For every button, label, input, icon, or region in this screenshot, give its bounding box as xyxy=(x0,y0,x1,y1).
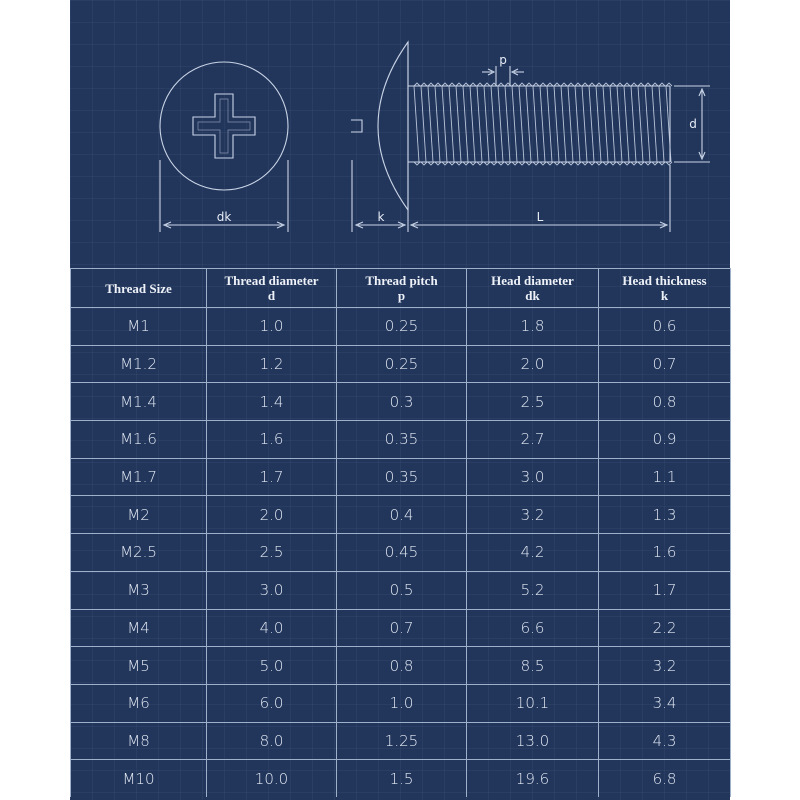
d-label: d xyxy=(689,117,697,131)
threaded-shank xyxy=(408,86,670,162)
table-row xyxy=(71,534,731,572)
head-diameter-cell: 2.5 xyxy=(467,383,599,421)
head-thickness-cell: 4.3 xyxy=(599,722,731,760)
thread-line xyxy=(568,86,573,162)
thread-line xyxy=(631,86,636,162)
k-label: k xyxy=(377,210,385,224)
thread-line xyxy=(505,86,510,162)
head-diameter-cell: 8.5 xyxy=(467,647,599,685)
header-head-diameter xyxy=(467,269,599,308)
thread-size-cell: M1.7 xyxy=(71,458,207,496)
table-row xyxy=(71,647,731,685)
thread-line xyxy=(442,86,447,162)
header-line1: Thread diameter xyxy=(224,273,319,288)
thread-size-cell: M1.2 xyxy=(71,345,207,383)
thread-size-cell: M3 xyxy=(71,571,207,609)
thread-line xyxy=(470,86,475,162)
thread-pitch-cell: 0.4 xyxy=(337,496,467,534)
table-row xyxy=(71,722,731,760)
head-diameter-cell: 1.8 xyxy=(467,308,599,346)
thread-line xyxy=(491,86,496,162)
thread-pitch-cell: 1.5 xyxy=(337,760,467,797)
thread-line xyxy=(561,86,566,162)
header-line1: Thread pitch xyxy=(365,273,438,288)
table-row xyxy=(71,308,731,346)
p-label: p xyxy=(499,53,507,67)
thread-size-cell: M6 xyxy=(71,684,207,722)
thread-size-cell: M10 xyxy=(71,760,207,797)
thread-diameter-cell: 6.0 xyxy=(207,684,337,722)
table-row xyxy=(71,458,731,496)
thread-diameter-cell: 10.0 xyxy=(207,760,337,797)
table-row xyxy=(71,760,731,797)
screw-diagram xyxy=(70,0,730,265)
thread-pitch-cell: 0.3 xyxy=(337,383,467,421)
thread-line xyxy=(547,86,552,162)
thread-diameter-cell: 2.0 xyxy=(207,496,337,534)
thread-pitch-cell: 0.25 xyxy=(337,308,467,346)
head-diameter-cell: 3.2 xyxy=(467,496,599,534)
thread-diameter-cell: 4.0 xyxy=(207,609,337,647)
head-thickness-cell: 1.1 xyxy=(599,458,731,496)
head-thickness-cell: 1.3 xyxy=(599,496,731,534)
head-thickness-cell: 0.9 xyxy=(599,421,731,459)
thread-line xyxy=(421,86,426,162)
head-thickness-cell: 1.7 xyxy=(599,571,731,609)
thread-line xyxy=(554,86,559,162)
head-diameter-cell: 6.6 xyxy=(467,609,599,647)
thread-pitch-cell: 0.35 xyxy=(337,458,467,496)
thread-line xyxy=(575,86,580,162)
thread-line xyxy=(540,86,545,162)
header-thread-pitch xyxy=(337,269,467,308)
header-line2: d xyxy=(267,288,276,303)
table-row xyxy=(71,571,731,609)
thread-diameter-cell: 1.6 xyxy=(207,421,337,459)
phillips-cross-icon xyxy=(193,94,255,158)
thread-pitch-cell: 1.25 xyxy=(337,722,467,760)
head-diameter-cell: 19.6 xyxy=(467,760,599,797)
thread-line xyxy=(463,86,468,162)
thread-diameter-cell: 1.4 xyxy=(207,383,337,421)
thread-size-cell: M1.6 xyxy=(71,421,207,459)
thread-pitch-cell: 0.5 xyxy=(337,571,467,609)
table-row xyxy=(71,684,731,722)
thread-line xyxy=(512,86,517,162)
header-line2: p xyxy=(397,288,406,303)
head-diameter-cell: 2.7 xyxy=(467,421,599,459)
thread-diameter-cell: 3.0 xyxy=(207,571,337,609)
thread-pitch-cell: 0.35 xyxy=(337,421,467,459)
thread-pitch-cell: 1.0 xyxy=(337,684,467,722)
thread-line xyxy=(498,86,503,162)
header-thread-size xyxy=(71,269,207,308)
thread-line xyxy=(610,86,615,162)
table-row xyxy=(71,496,731,534)
thread-size-cell: M1 xyxy=(71,308,207,346)
head-side-view xyxy=(378,42,408,210)
thread-line xyxy=(449,86,454,162)
thread-size-cell: M8 xyxy=(71,722,207,760)
header-head-thickness xyxy=(599,269,731,308)
thread-line xyxy=(659,86,664,162)
thread-line xyxy=(526,86,531,162)
thread-size-cell: M2.5 xyxy=(71,534,207,572)
thread-line xyxy=(428,86,433,162)
head-diameter-cell: 13.0 xyxy=(467,722,599,760)
thread-size-cell: M5 xyxy=(71,647,207,685)
thread-line xyxy=(603,86,608,162)
head-thickness-cell: 0.7 xyxy=(599,345,731,383)
header-line2: k xyxy=(660,288,669,303)
thread-pitch-cell: 0.8 xyxy=(337,647,467,685)
thread-line xyxy=(533,86,538,162)
header-line1: Head thickness xyxy=(622,273,707,288)
thread-pitch-cell: 0.7 xyxy=(337,609,467,647)
thread-line xyxy=(624,86,629,162)
head-diameter-cell: 5.2 xyxy=(467,571,599,609)
thread-pitch-cell: 0.25 xyxy=(337,345,467,383)
table-row xyxy=(71,383,731,421)
thread-diameter-cell: 1.7 xyxy=(207,458,337,496)
table-header-row xyxy=(71,269,731,308)
spec-panel xyxy=(70,0,730,800)
thread-line xyxy=(589,86,594,162)
thread-size-cell: M2 xyxy=(71,496,207,534)
head-top-view xyxy=(160,62,288,190)
l-label: L xyxy=(536,210,544,224)
head-diameter-cell: 3.0 xyxy=(467,458,599,496)
thread-line xyxy=(477,86,482,162)
header-line2: dk xyxy=(525,288,540,303)
table-row xyxy=(71,345,731,383)
dk-label: dk xyxy=(216,210,232,224)
thread-diameter-cell: 1.0 xyxy=(207,308,337,346)
spec-table xyxy=(70,268,731,797)
head-thickness-cell: 1.6 xyxy=(599,534,731,572)
thread-pitch-cell: 0.45 xyxy=(337,534,467,572)
table-row xyxy=(71,609,731,647)
table-row xyxy=(71,421,731,459)
thread-line xyxy=(414,86,419,162)
thread-line xyxy=(435,86,440,162)
head-diameter-cell: 2.0 xyxy=(467,345,599,383)
thread-line xyxy=(617,86,622,162)
thread-diameter-cell: 1.2 xyxy=(207,345,337,383)
header-thread-diameter xyxy=(207,269,337,308)
head-diameter-cell: 10.1 xyxy=(467,684,599,722)
head-thickness-cell: 3.4 xyxy=(599,684,731,722)
thread-line xyxy=(582,86,587,162)
thread-diameter-cell: 5.0 xyxy=(207,647,337,685)
header-line1: Thread Size xyxy=(105,280,172,296)
header-line1: Head diameter xyxy=(491,273,574,288)
head-thickness-cell: 6.8 xyxy=(599,760,731,797)
thread-size-cell: M1.4 xyxy=(71,383,207,421)
thread-diameter-cell: 2.5 xyxy=(207,534,337,572)
thread-line xyxy=(456,86,461,162)
head-thickness-cell: 3.2 xyxy=(599,647,731,685)
head-thickness-cell: 2.2 xyxy=(599,609,731,647)
thread-size-cell: M4 xyxy=(71,609,207,647)
thread-line xyxy=(596,86,601,162)
head-thickness-cell: 0.6 xyxy=(599,308,731,346)
thread-line xyxy=(652,86,657,162)
thread-line xyxy=(638,86,643,162)
head-diameter-cell: 4.2 xyxy=(467,534,599,572)
thread-line xyxy=(645,86,650,162)
thread-diameter-cell: 8.0 xyxy=(207,722,337,760)
thread-line xyxy=(484,86,489,162)
thread-line xyxy=(519,86,524,162)
head-thickness-cell: 0.8 xyxy=(599,383,731,421)
